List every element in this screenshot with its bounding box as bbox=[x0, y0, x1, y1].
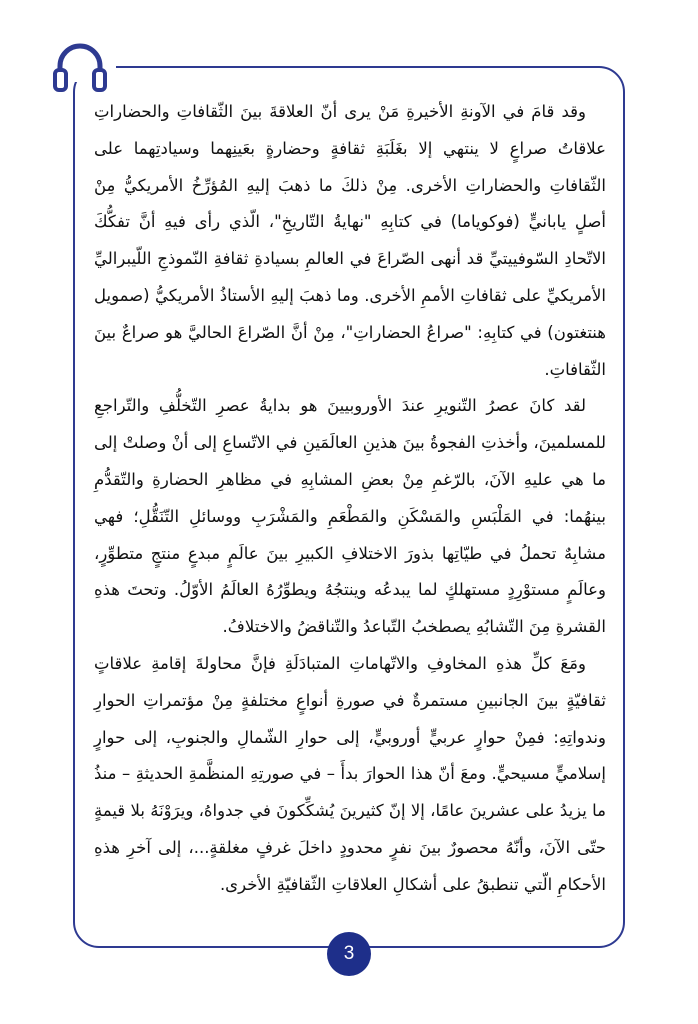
paragraph-2: لقد كانَ عصرُ التّنويرِ عندَ الأوروبيينَ هو بدايةُ عصرِ التّخلُّفِ والتّراجعِ للمسلمينَ، وأخذتِ الفجوةُ بينَ هذينِ العالَمَينِ في الاتّساعِ إلى أنْ وصلتْ إلى ما هي عليهِ الآنَ، بالرّغمِ مِنْ بعضِ المشابِهِ في مظاهرِ الحضارةِ والتّقدُّمِ بينهُما: في المَلْبَسِ والمَسْكَنِ والمَطْعَمِ والمَشْرَبِ ووسائلِ التّنَقُّلِ؛ فهي مشابِهٌ تحملُ في طيّاتِها بذورَ الاختلافِ الكبيرِ بينَ عالَمٍ مبدعٍ منتجٍ متطوِّرٍ، وعالَمٍ مستوْرِدٍ مستهلكٍ لما يبدعُه وينتجُهُ ويطوِّرُهُ العالَمُ الأوّلُ. وتحتَ هذهِ القشرةِ مِنَ التّشابُهِ يصطخبُ التّباعدُ والتّناقضُ والاختلافُ. bbox=[94, 396, 606, 637]
page-number-badge: 3 bbox=[327, 932, 371, 976]
headphones-icon[interactable] bbox=[52, 42, 108, 94]
article-body bbox=[94, 94, 606, 924]
paragraph-3: ومَعَ كلِّ هذهِ المخاوفِ والاتّهاماتِ المتبادَلَةِ فإنَّ محاولةَ إقامةِ علاقاتٍ ثقافيّةٍ بينَ الجانبينِ مستمرةٌ في صورةِ أنواعٍ مختلفةٍ مِنْ مؤتمراتِ الحوارِ وندواتِهِ: فمِنْ حوارٍ عربيٍّ أوروبيٍّ، إلى حوارِ الشّمالِ والجنوبِ، إلى حوارٍ إسلاميٍّ مسيحيٍّ. ومعَ أنّ هذا الحوارَ بدأَ – في صورتِهِ المنظَّمةِ الحديثةِ – منذُ ما يزيدُ على عشرينَ عامًا، إلا إنّ كثيرينَ يُشكِّكونَ في جدواهُ، ويرَوْنَهُ بلا قيمةٍ حتّى الآنَ، وأنّهُ محصورٌ بينَ نفرٍ محدودٍ داخلَ غرفٍ مغلقةٍ...، إلى آخرِ هذهِ الأحكامِ الّتي تنطبقُ على أشكالِ العلاقاتِ الثّقافيّةِ الأخرى. bbox=[94, 653, 606, 894]
paragraph-1: وقد قامَ في الآونةِ الأخيرةِ مَنْ يرى أنّ العلاقةَ بينَ الثّقافاتِ والحضاراتِ علاقاتُ صراعٍ لا ينتهي إلا بغَلَبَةِ ثقافةٍ وحضارةٍ بعَينِهما وسيادتِهما على الثّقافاتِ والحضاراتِ الأخرى. مِنْ ذلكَ ما ذهبَ إليهِ المُؤرِّخُ الأمريكيُّ مِنْ أصلٍ يابانيٍّ (فوكوياما) في كتابِهِ "نهايةُ التّاريخِ"، الّذي رأى فيهِ أنَّ تفكُّكَ الاتّحادِ السّوفييتيِّ قد أنهى الصّراعَ في العالمِ بسيادةِ ثقافةِ النّموذجِ اللّيبراليِّ الأمريكيِّ على ثقافاتِ الأممِ الأخرى. وما ذهبَ إليهِ الأستاذُ الأمريكيُّ (صمويل هنتغتون) في كتابِهِ: "صراعُ الحضاراتِ"، مِنْ أنَّ الصّراعَ الحاليَّ هو صراعٌ بينَ الثّقافاتِ. bbox=[94, 102, 606, 379]
